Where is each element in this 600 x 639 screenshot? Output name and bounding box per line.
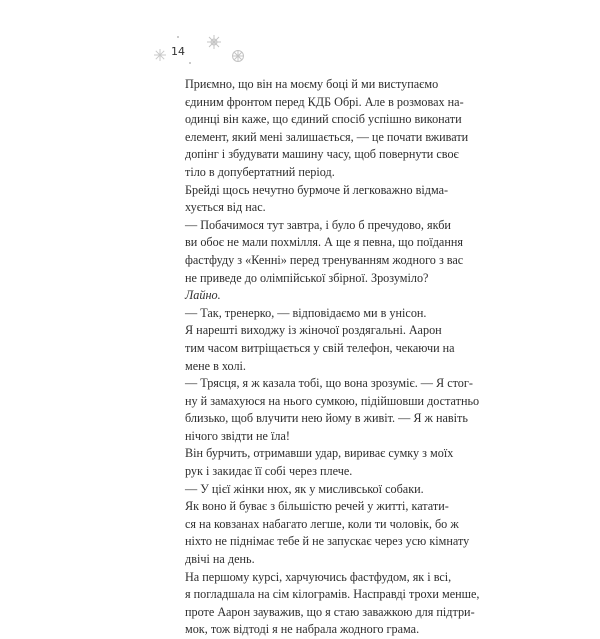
paragraph <box>173 305 436 323</box>
text-line: єдиним фронтом перед КДБ Обрі. Але в розмовах на- <box>185 94 464 109</box>
text-line: Він бурчить, отримавши удар, вириває сумку з моїх <box>185 446 454 461</box>
text-line: елемент, який мені залишається, — це почати вживати <box>185 129 469 144</box>
text-line: — Трясця, я ж казала тобі, що вона зрозуміє. — Я стог- <box>185 376 473 391</box>
text-line: Як воно й буває з більшістю речей у житті, катати- <box>185 499 449 514</box>
text-line: не приведе до олімпійської збірної. Зрозуміло? <box>185 270 429 285</box>
text-line: нічого звідти не їла! <box>185 428 290 443</box>
paragraph <box>173 217 464 287</box>
text-line: — У цієї жінки нюх, як у мисливської собаки. <box>185 481 424 496</box>
text-line: мок, тож відтоді я не набрала жодного грама. <box>185 622 420 637</box>
text-line: близько, щоб влучити нею йому в живіт. — Я ж навіть <box>185 411 468 426</box>
text-line: ся на ковзанах набагато легше, коли ти чоловік, бо ж <box>185 516 459 531</box>
text-line: Я нарешті виходжу із жіночої роздягальні. Аарон <box>185 323 442 338</box>
snowflake-icon <box>154 49 166 61</box>
decorative-dot <box>177 36 179 38</box>
paragraph <box>173 322 455 375</box>
snowflake-icon <box>231 49 245 63</box>
text-line: — Так, тренерко, — відповідаємо ми в унісон. <box>185 305 427 320</box>
paragraph <box>173 445 454 480</box>
text-line: На першому курсі, харчуючись фастфудом, як і всі, <box>185 569 452 584</box>
text-line: рук і закидає її собі через плече. <box>185 464 353 479</box>
paragraph <box>173 375 480 445</box>
snowflake-icon <box>207 35 221 49</box>
text-line: фастфуду з «Кенні» перед тренуванням жодного з вас <box>185 252 464 267</box>
text-line: мене в холі. <box>185 358 246 373</box>
paragraph <box>173 498 470 568</box>
text-line: Приємно, що він на моєму боці й ми виступаємо <box>185 77 439 91</box>
text-line: допінг і збудувати машину часу, щоб повернути своє <box>185 147 459 162</box>
body-text <box>173 76 480 639</box>
text-line: одинці він каже, що єдиний спосіб успішно виконати <box>185 112 462 127</box>
text-line: хується від нас. <box>185 200 266 215</box>
paragraph <box>173 287 436 305</box>
page-number: 14 <box>171 45 185 58</box>
text-line: Брейді щось нечутно бурмоче й легковажно відма- <box>185 182 449 197</box>
text-line: двічі на день. <box>185 552 255 567</box>
text-line: я погладшала на сім кілограмів. Насправді трохи менше, <box>185 587 480 602</box>
text-line: — Побачимося тут завтра, і було б пречудово, якби <box>185 217 451 232</box>
text-line: ніхто не піднімає тебе й не запускає через усю кімнату <box>185 534 470 549</box>
paragraph <box>173 76 469 182</box>
text-line: ну й замахуюся на нього сумкою, підійшовши достатньо <box>185 393 480 408</box>
decorative-dot <box>189 62 191 64</box>
text-line: проте Аарон зауважив, що я стаю заважкою для підтри- <box>185 604 475 619</box>
paragraph <box>173 569 480 639</box>
text-line: ви обоє не мали похмілля. А ще я певна, що поїдання <box>185 235 463 250</box>
text-line: тим часом витріщається у свій телефон, чекаючи на <box>185 340 455 355</box>
paragraph <box>173 481 436 499</box>
paragraph <box>173 182 449 217</box>
text-line: тіло в допубертатний період. <box>185 164 335 179</box>
text-line: Лайно. <box>185 288 221 303</box>
